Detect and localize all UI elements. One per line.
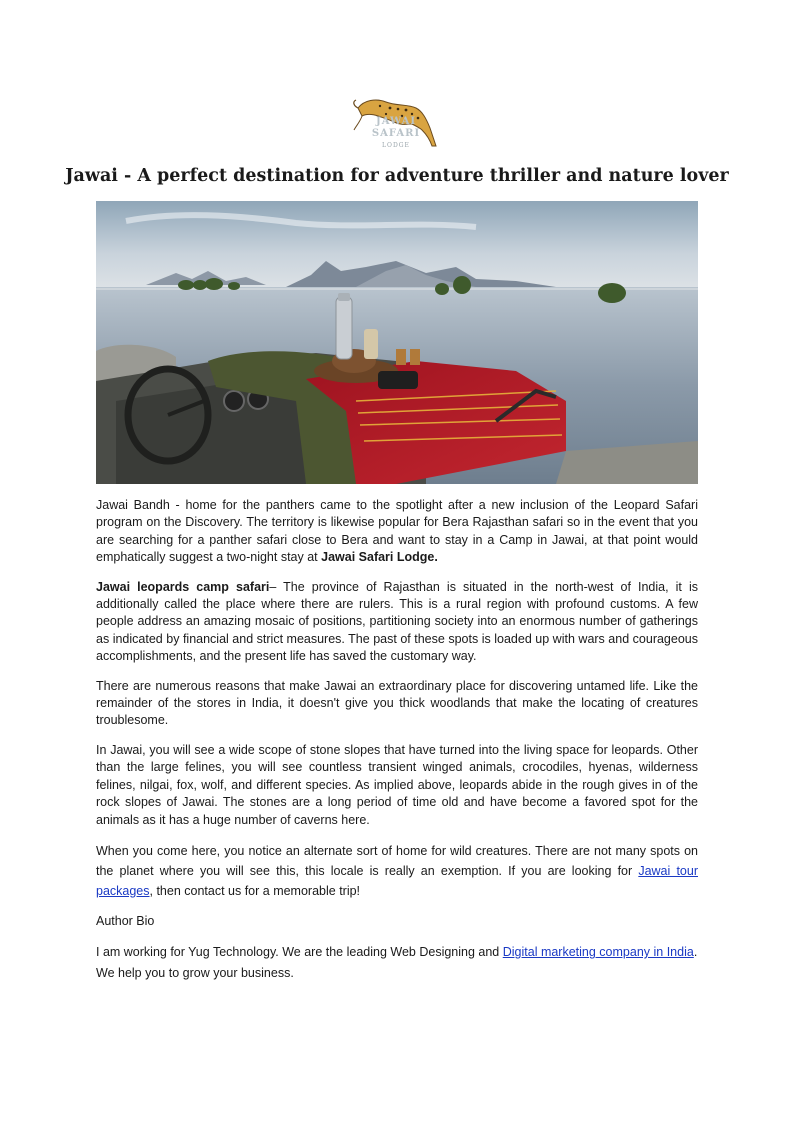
logo-line2: SAFARI — [371, 128, 421, 139]
digital-marketing-link[interactable]: Digital marketing company in India — [502, 945, 694, 960]
camp-safari-heading: Jawai leopards camp safari — [96, 579, 270, 594]
bio-text: I am working for Yug Technology. We are the leading Web Designing and — [96, 945, 503, 960]
safari-photo — [96, 201, 698, 484]
logo-line1: JAWAI — [375, 116, 417, 127]
camp-safari-text: – The province of Rajasthan is situated in the north-west of India, it is additionally called the place where there are rulers. This is a rural region with profound customs. A few people address an amazing mosaic of positions, partitioning society into an enormous number of gatherings as indicated by financial and strict measures. The past of these spots is loaded up with wars and courageous accomplishments, and the present life has saved the customary way. — [96, 579, 698, 664]
tour-packages-link[interactable]: Jawai tour packages — [96, 863, 698, 898]
packages-after: , then contact us for a memorable trip! — [149, 883, 361, 898]
bio-after: . We help you to grow your business. — [96, 945, 698, 981]
paragraph-camp-safari — [96, 579, 698, 666]
page-title: Jawai - A perfect destination for adventure thriller and nature lover — [65, 166, 729, 186]
lodge-name: Jawai Safari Lodge. — [321, 550, 438, 565]
lodge-logo — [350, 94, 442, 154]
author-bio — [96, 942, 698, 984]
paragraph-intro — [96, 497, 698, 567]
paragraph-packages — [96, 841, 698, 901]
intro-text: Jawai Bandh - home for the panthers came to the spotlight after a new inclusion of the Leopard Safari program on the Discovery. The territory is likewise popular for Bera Rajasthan safari so in the event that you are searching for a panther safari close to Bera and want to stay in a Camp in Jawai, at that point would emphatically suggest a two-night stay at — [96, 498, 698, 565]
logo-line3: LODGE — [382, 142, 410, 149]
paragraph-leopards: In Jawai, you will see a wide scope of stone slopes that have turned into the living space for leopards. Other than the large felines, you will see countless transient winged animals, crocodiles, hyenas, wilderness felines, nilgai, fox, wolf, and different species. As implied above, leopards abide in the rough gives in of the rock slopes of Jawai. The stones are a long period of time old and have become a favored spot for the animals as it has a huge number of caverns here. — [96, 742, 698, 827]
packages-text: When you come here, you notice an alternate sort of home for wild creatures. There are not many spots on the planet where you will see this, this locale is really an exemption. If you are looking for — [96, 843, 698, 878]
article-body — [96, 497, 698, 996]
author-bio-heading: Author Bio — [96, 913, 155, 928]
paragraph-reasons: There are numerous reasons that make Jawai an extraordinary place for discovering untamed life. Like the remainder of the stores in India, it doesn't give you thick woodlands that make the locating of creatures troublesome. — [96, 678, 698, 728]
